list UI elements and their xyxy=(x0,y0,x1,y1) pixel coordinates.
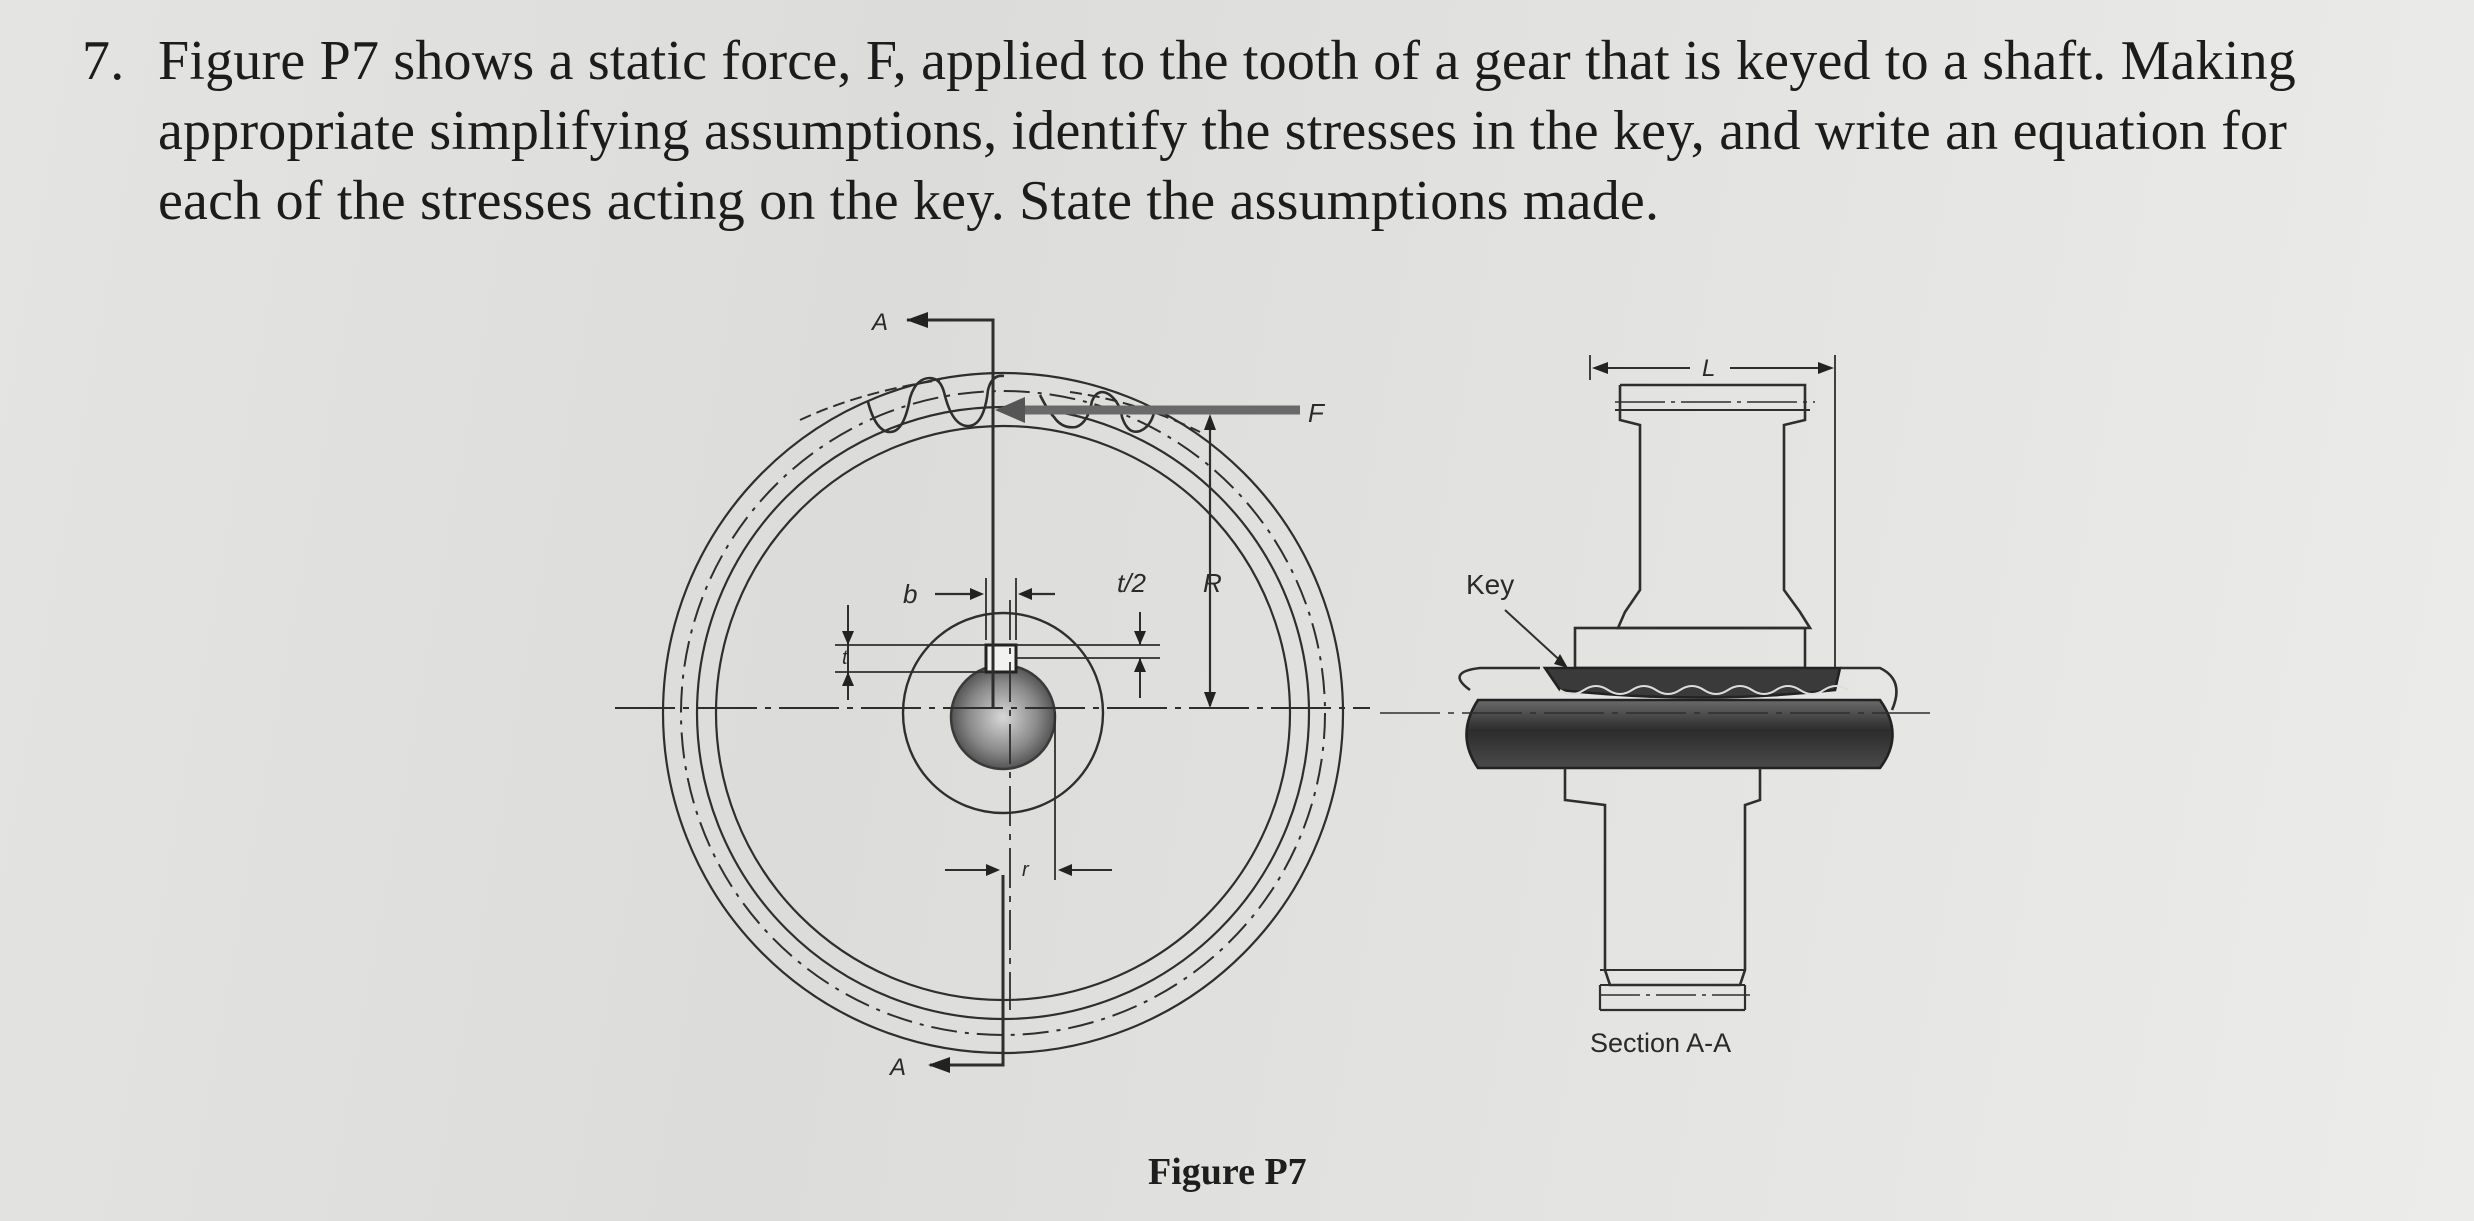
label-length-l: L xyxy=(1702,355,1716,382)
dim-t-arrowhead-top xyxy=(842,631,854,645)
problem-text-line-1: Figure P7 shows a static force, F, applied to the tooth of a gear that is keyed to a shaft. Making xyxy=(158,30,2296,92)
label-section-a-top: A xyxy=(872,309,889,336)
label-section-a-bottom: A xyxy=(890,1054,907,1081)
gear-upper-profile xyxy=(1618,385,1810,628)
dim-l-arrowhead-right xyxy=(1818,362,1834,374)
section-line-a-bottom xyxy=(930,875,1003,1065)
dim-r-small-arrowhead-right xyxy=(1058,864,1072,876)
problem-line-3: each of the stresses acting on the key. State the assumptions made. xyxy=(158,170,1660,232)
label-section-a-a: Section A-A xyxy=(1590,1028,1732,1058)
force-f-arrowhead xyxy=(995,397,1025,423)
dim-r-big-arrowhead-bottom xyxy=(1204,692,1216,708)
label-pitch-radius-r: R xyxy=(1203,568,1222,598)
dim-r-big-arrowhead-top xyxy=(1204,414,1216,430)
dim-b-arrowhead-left xyxy=(970,588,984,600)
dim-r-small-arrowhead-left xyxy=(986,864,1000,876)
figure-caption: Figure P7 xyxy=(1148,1151,1307,1193)
key-section xyxy=(986,645,1016,672)
dim-half-t-arrowhead-up xyxy=(1134,631,1146,645)
label-key: Key xyxy=(1466,569,1515,600)
key-leader-line xyxy=(1505,610,1565,665)
section-a-a-view xyxy=(1380,355,1930,1010)
dim-t-arrowhead-bottom xyxy=(842,672,854,686)
label-key-thickness-t: t xyxy=(842,647,848,669)
label-half-thickness: t/2 xyxy=(1117,568,1146,598)
shaft-section xyxy=(951,665,1055,769)
section-arrow-bottom xyxy=(928,1057,950,1073)
label-key-width-b: b xyxy=(903,579,918,609)
problem-number: 7. xyxy=(82,30,125,92)
gear-hub-upper xyxy=(1575,628,1805,668)
dim-b-arrowhead-right xyxy=(1018,588,1032,600)
key-longitudinal xyxy=(1545,668,1840,698)
problem-line-2: appropriate simplifying assumptions, identify the stresses in the key, and write an equation for xyxy=(158,100,2288,162)
shaft-longitudinal xyxy=(1467,700,1893,768)
gear-lower-profile xyxy=(1565,768,1760,985)
label-force-f: F xyxy=(1308,398,1324,428)
dim-l-arrowhead-left xyxy=(1592,362,1608,374)
gear-front-view xyxy=(615,312,1370,1073)
section-arrow-top xyxy=(906,312,928,328)
dim-half-t-arrowhead-down xyxy=(1134,658,1146,672)
label-shaft-radius-r: r xyxy=(1022,859,1029,881)
